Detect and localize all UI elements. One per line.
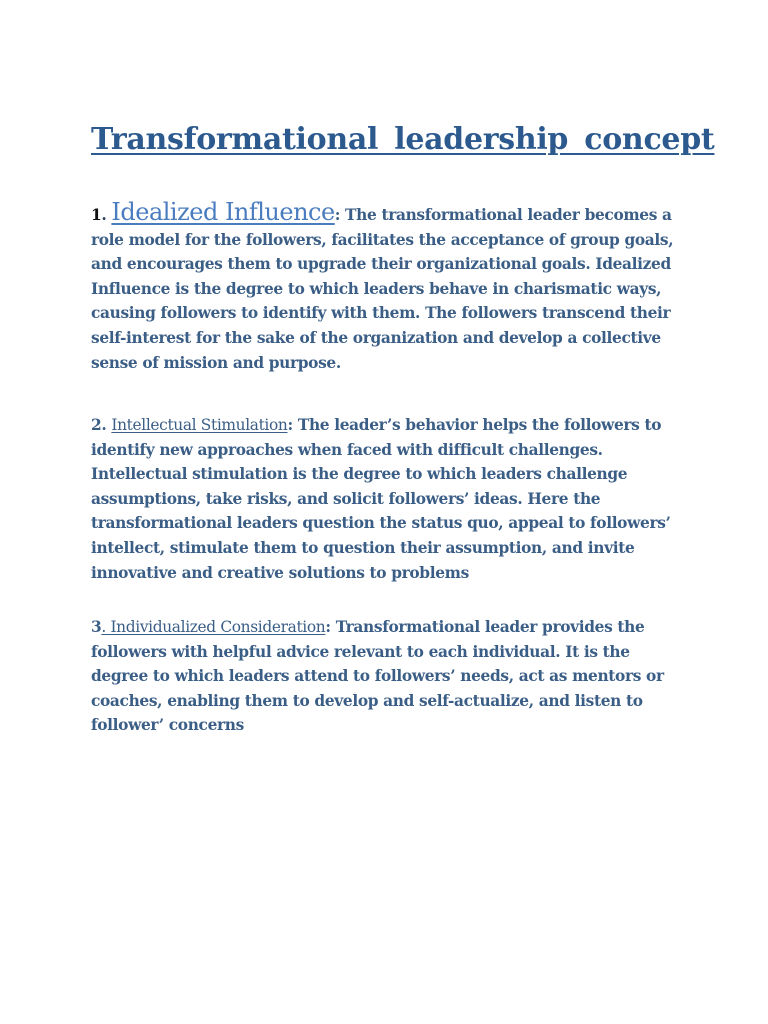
section-idealized-influence bbox=[91, 200, 681, 375]
section-separator: : bbox=[334, 206, 341, 224]
section-number-suffix: . bbox=[101, 618, 111, 636]
section-heading: Individualized Consideration bbox=[110, 618, 326, 636]
section-number-suffix: . bbox=[101, 206, 112, 224]
section-intellectual-stimulation bbox=[91, 413, 681, 585]
section-number-suffix: . bbox=[101, 416, 112, 434]
section-number: 2 bbox=[91, 416, 102, 434]
section-number: 3 bbox=[91, 618, 102, 636]
section-body: Transformational leader provides the followers with helpful advice relevant to each individual. It is the degree to which leaders attend to followers’ needs, act as mentors or coaches, enabling them to develop and self-actualize, and listen to follower’ concerns bbox=[91, 618, 664, 735]
section-number: 1 bbox=[91, 206, 102, 224]
section-body: The transformational leader becomes a role model for the followers, facilitates the acceptance of group goals, and encourages them to upgrade their organizational goals. Idealized Influence is the degree to which leaders behave in charismatic ways, causing followers to identify with them. The followers transcend their self-interest for the sake of the organization and develop a collective sense of mission and purpose. bbox=[91, 206, 674, 372]
section-individualized-consideration bbox=[91, 615, 681, 738]
section-body: The leader’s behavior helps the followers to identify new approaches when faced with difficult challenges. Intellectual stimulation is the degree to which leaders challenge assumptions, take risks, and solicit followers’ ideas. Here the transformational leaders question the status quo, appeal to followers’ intellect, stimulate them to question their assumption, and invite innovative and creative solutions to problems bbox=[91, 416, 671, 582]
page-title: Transformational leadership concept bbox=[91, 122, 715, 157]
section-heading: Intellectual Stimulation bbox=[111, 416, 288, 434]
section-separator: : bbox=[287, 416, 293, 434]
section-separator: : bbox=[325, 618, 331, 636]
section-heading: Idealized Influence bbox=[111, 198, 335, 226]
